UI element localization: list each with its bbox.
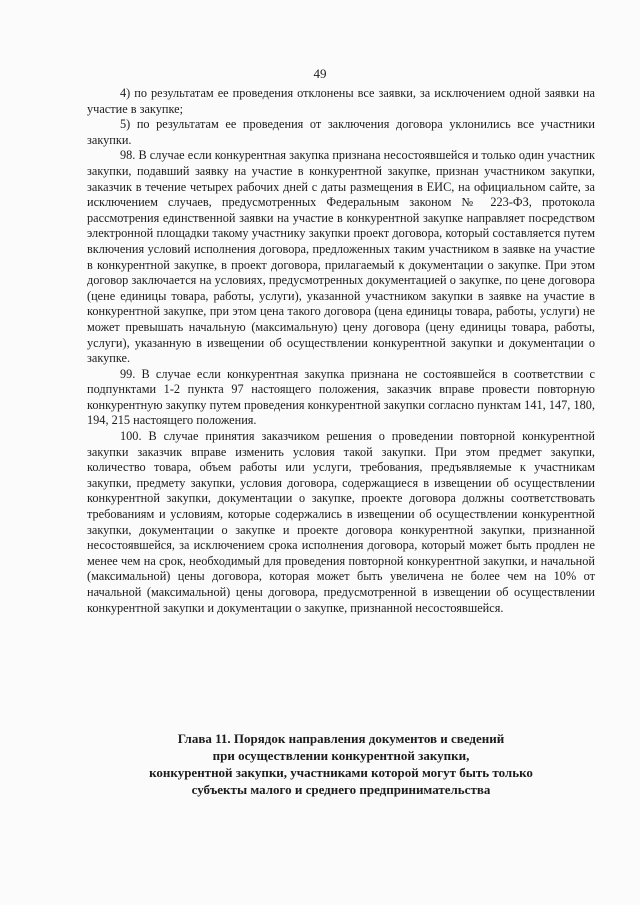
chapter-heading-line: конкурентной закупки, участниками которой могут быть только xyxy=(149,765,533,780)
paragraph-98: 98. В случае если конкурентная закупка признана несостоявшейся и только один участник закупки, подавший заявку на участие в конкурентной закупке, признан участником закупки, заказчик в течение четырех рабочих дней с даты размещения в ЕИС, на официальном сайте, за исключением случаев, предусмотренных Федеральным законом № 223-ФЗ, протокола рассмотрения единственной заявки на участие в конкурентной закупке направляет посредством электронной площадки такому участнику закупки проект договора, который составляется путем включения условий исполнения договора, предложенных таким участником в заявке на участие в конкурентной закупке, в проект договора, прилагаемый к документации о закупке. При этом договор заключается на условиях, предусмотренных документацией о закупке, по цене договора (цене единицы товара, работы, услуги), указанной участником закупки в заявке на участие в конкурентной закупке, при этом цена такого договора (цена единицы товара, работы, услуги) не может превышать начальную (максимальную) цену договора (цену единицы товара, работы, услуги), указанную в извещении об осуществлении конкурентной закупки и документации о закупке. xyxy=(87,148,595,366)
paragraph-100: 100. В случае принятия заказчиком решения о проведении повторной конкурентной закупки заказчик вправе изменить условия такой закупки. При этом предмет закупки, количество товара, объем работы или услуги, требования, предъявляемые к участникам закупки, предмету закупки, условия договора, содержащиеся в извещении об осуществлении конкурентной закупки, документации о закупке, проекте договора должны соответствовать требованиям и условиям, которые содержались в извещении об осуществлении конкурентной закупки, документации о закупке и проекте договора конкурентной закупки, признанной несостоявшейся, за исключением срока исполнения договора, который может быть продлен не менее чем на срок, необходимый для проведения повторной конкурентной закупки, и начальной (максимальной) цены договора, которая может быть увеличена не более чем на 10% от начальной (максимальной) цены договора, предусмотренной в извещении об осуществлении конкурентной закупки и документации о закупке, признанной несостоявшейся. xyxy=(87,429,595,615)
document-body xyxy=(87,86,595,616)
page-number: 49 xyxy=(313,66,327,81)
paragraph-99: 99. В случае если конкурентная закупка признана не состоявшейся в соответствии с подпунктами 1-2 пункта 97 настоящего положения, заказчик вправе провести повторную конкурентную закупку путем проведения конкурентной закупки согласно пунктам 141, 147, 180, 194, 215 настоящего положения. xyxy=(87,366,595,428)
paragraph-item-5: 5) по результатам ее проведения от заключения договора уклонились все участники закупки. xyxy=(87,117,595,147)
paragraph-item-4: 4) по результатам ее проведения отклонены все заявки, за исключением одной заявки на участие в закупке; xyxy=(87,86,595,116)
chapter-heading-line: субъекты малого и среднего предпринимательства xyxy=(191,782,491,797)
chapter-heading xyxy=(87,730,595,798)
chapter-heading-line: Глава 11. Порядок направления документов и сведений xyxy=(177,731,505,746)
chapter-heading-line: при осуществлении конкурентной закупки, xyxy=(212,748,470,763)
